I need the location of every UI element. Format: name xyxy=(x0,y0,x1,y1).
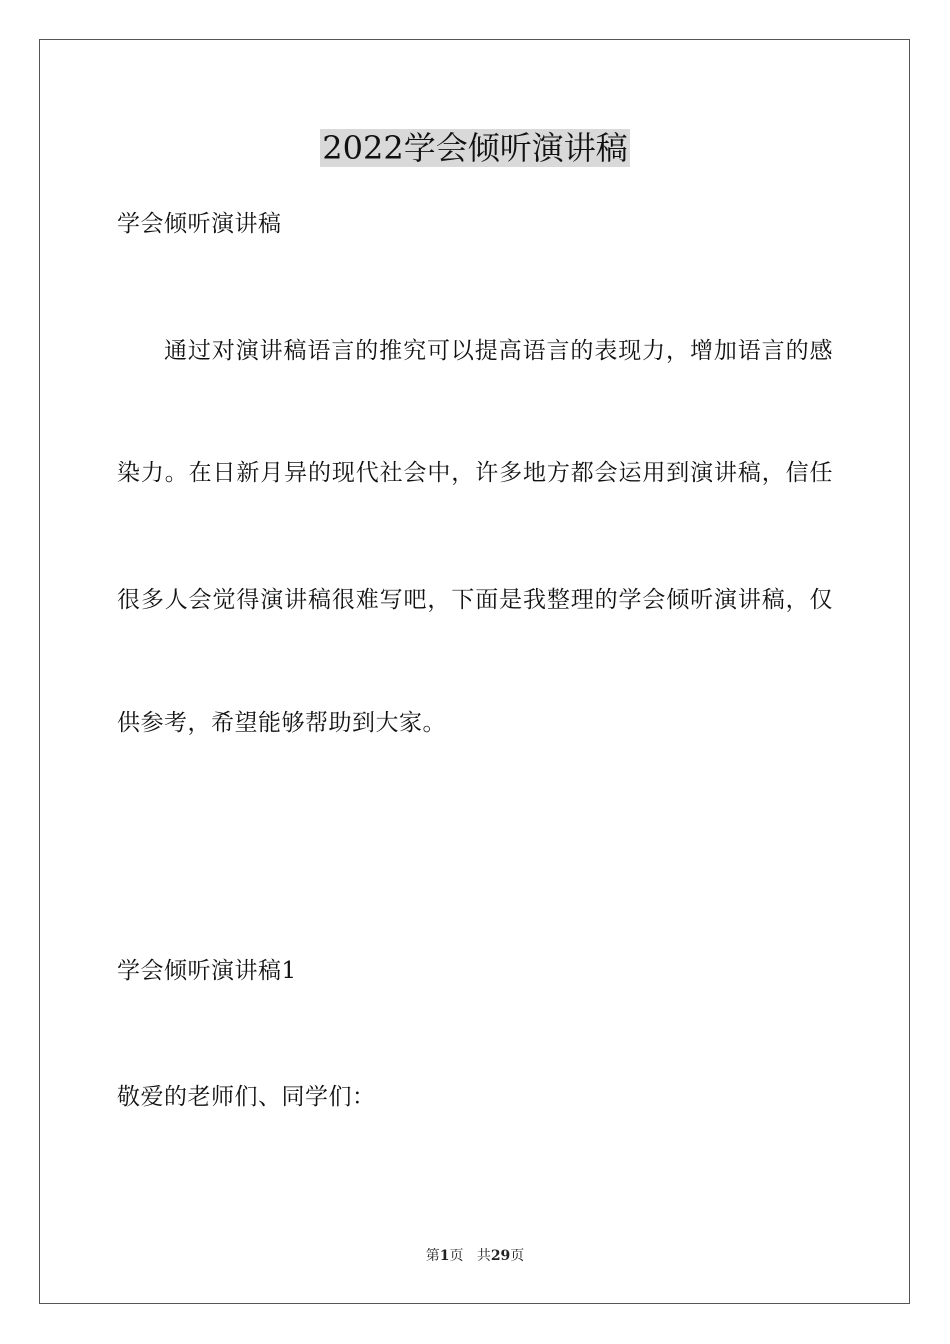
document-title-text: 2022学会倾听演讲稿 xyxy=(322,129,628,167)
greeting-line: 敬爱的老师们、同学们： xyxy=(117,1084,376,1110)
footer-total-pages: 29 xyxy=(490,1248,511,1264)
footer-total-suffix: 页 xyxy=(510,1248,525,1264)
footer-page-number: 1 xyxy=(439,1248,450,1264)
footer-page-suffix: 页 xyxy=(449,1248,464,1264)
document-subtitle: 学会倾听演讲稿 xyxy=(117,211,282,237)
intro-line-1: 通过对演讲稿语言的推究可以提高语言的表现力，增加语言的感 xyxy=(164,338,833,364)
document-title xyxy=(0,126,950,170)
intro-line-3: 很多人会觉得演讲稿很难写吧，下面是我整理的学会倾听演讲稿，仅 xyxy=(117,587,833,613)
intro-line-4: 供参考，希望能够帮助到大家。 xyxy=(117,710,446,736)
intro-line-2: 染力。在日新月异的现代社会中，许多地方都会运用到演讲稿，信任 xyxy=(117,460,833,486)
page-footer xyxy=(0,1246,950,1266)
section-heading: 学会倾听演讲稿1 xyxy=(117,958,297,984)
footer-total-prefix: 共 xyxy=(476,1248,491,1264)
footer-page-prefix: 第 xyxy=(425,1248,440,1264)
